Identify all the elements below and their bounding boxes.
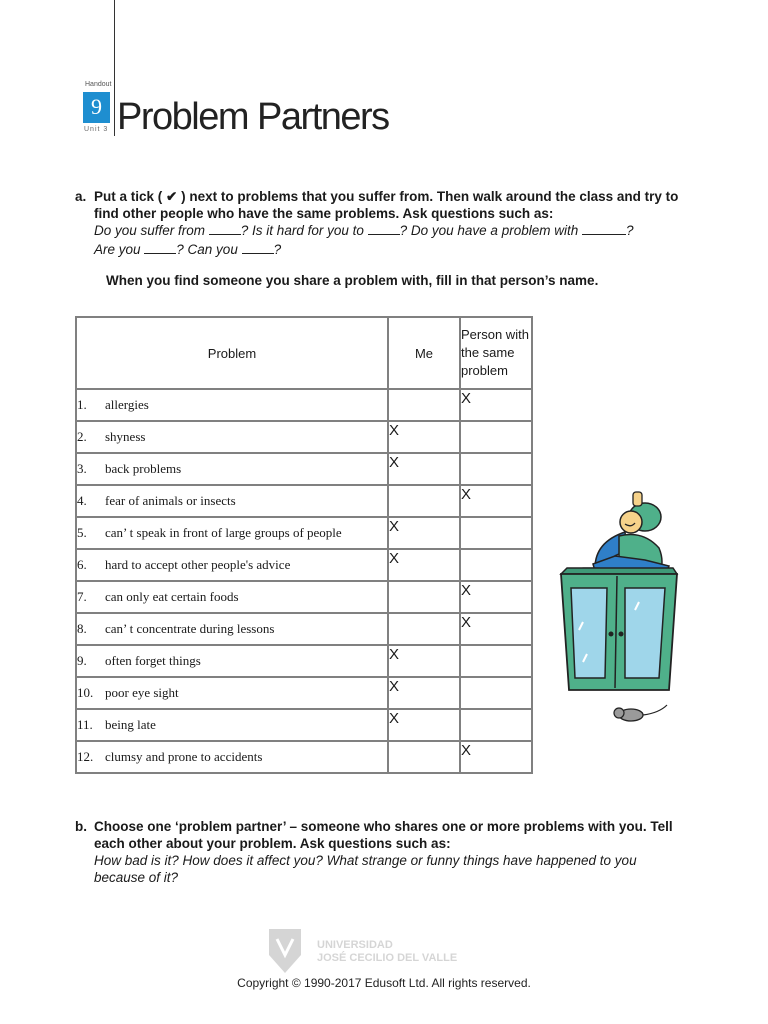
mouse-head xyxy=(614,708,624,718)
cabinet-glass-left xyxy=(571,588,607,678)
problem-number: 4. xyxy=(77,493,87,508)
me-cell[interactable]: X xyxy=(388,709,460,741)
table-row xyxy=(76,549,532,581)
table-row xyxy=(76,613,532,645)
problem-number: 10. xyxy=(77,685,94,700)
section-a-label: a. xyxy=(75,189,87,204)
problem-cell xyxy=(76,613,388,645)
problem-text: clumsy and prone to accidents xyxy=(105,749,263,764)
problem-text: back problems xyxy=(105,461,182,476)
problem-cell xyxy=(76,741,388,773)
problem-cell xyxy=(76,549,388,581)
problem-text: can’ t concentrate during lessons xyxy=(105,621,275,636)
problem-cell xyxy=(76,645,388,677)
answer-blank xyxy=(144,241,176,254)
problem-cell xyxy=(76,517,388,549)
me-cell[interactable] xyxy=(388,741,460,773)
table-row xyxy=(76,677,532,709)
table-row xyxy=(76,485,532,517)
problem-cell xyxy=(76,581,388,613)
problem-text: often forget things xyxy=(105,653,201,668)
problem-cell xyxy=(76,453,388,485)
answer-blank xyxy=(242,241,274,254)
problem-number: 7. xyxy=(77,589,87,604)
problem-number: 11. xyxy=(77,717,93,732)
section-a-instruction: Put a tick ( ✔ ) next to problems that you suffer from. Then walk around the class and try to find other people who have the same problems. Ask questions such as: xyxy=(94,189,679,221)
problem-text: fear of animals or insects xyxy=(105,493,236,508)
table-row xyxy=(76,389,532,421)
problem-number: 8. xyxy=(77,621,87,636)
problem-number: 9. xyxy=(77,653,87,668)
table-row xyxy=(76,517,532,549)
cabinet-glass-right xyxy=(625,588,665,678)
me-cell[interactable] xyxy=(388,389,460,421)
problem-number: 12. xyxy=(77,749,94,764)
handout-number-badge: 9 xyxy=(83,92,110,123)
person-cell[interactable] xyxy=(460,645,532,677)
me-cell[interactable] xyxy=(388,485,460,517)
table-row xyxy=(76,709,532,741)
header-person: Person with the same problem xyxy=(460,317,532,389)
me-cell[interactable]: X xyxy=(388,677,460,709)
problem-number: 1. xyxy=(77,397,87,412)
problem-number: 2. xyxy=(77,429,87,444)
problem-cell xyxy=(76,485,388,517)
university-watermark xyxy=(265,925,510,983)
problem-number: 6. xyxy=(77,557,87,572)
section-b-questions: How bad is it? How does it affect you? What strange or funny things have happened to you because of it? xyxy=(94,853,637,885)
university-logo xyxy=(265,925,305,975)
problem-cell xyxy=(76,389,388,421)
section-b-label: b. xyxy=(75,819,87,834)
unit-label: Unit 3 xyxy=(84,126,109,133)
face-shape xyxy=(620,511,642,533)
me-cell[interactable]: X xyxy=(388,453,460,485)
answer-blank xyxy=(209,222,241,235)
problem-cell xyxy=(76,677,388,709)
problem-text: poor eye sight xyxy=(105,685,179,700)
page-title: Problem Partners xyxy=(117,96,389,138)
person-cell[interactable] xyxy=(460,549,532,581)
table-row xyxy=(76,421,532,453)
me-cell[interactable]: X xyxy=(388,549,460,581)
table-row xyxy=(76,741,532,773)
me-cell[interactable] xyxy=(388,581,460,613)
me-cell[interactable] xyxy=(388,613,460,645)
section-b xyxy=(75,818,685,886)
header-problem: Problem xyxy=(76,317,388,389)
me-cell[interactable]: X xyxy=(388,645,460,677)
table-row xyxy=(76,453,532,485)
problem-number: 3. xyxy=(77,461,87,476)
table-header-row xyxy=(76,317,532,389)
person-cell[interactable] xyxy=(460,453,532,485)
person-cell[interactable] xyxy=(460,677,532,709)
person-cell[interactable]: X xyxy=(460,613,532,645)
mouse-tail xyxy=(643,705,667,715)
problem-cell xyxy=(76,421,388,453)
problem-number: 5. xyxy=(77,525,87,540)
header-me: Me xyxy=(388,317,460,389)
problem-text: being late xyxy=(105,717,156,732)
section-a-questions-line1: Do you suffer from ? Is it hard for you to ? Do you have a problem with ? xyxy=(94,223,634,238)
header-divider-line xyxy=(114,0,115,136)
person-cell[interactable]: X xyxy=(460,485,532,517)
section-a xyxy=(75,188,685,258)
watermark-text: UNIVERSIDAD JOSÉ CECILIO DEL VALLE xyxy=(317,939,458,964)
person-cell[interactable] xyxy=(460,517,532,549)
answer-blank xyxy=(582,222,626,235)
table-row xyxy=(76,645,532,677)
person-cell[interactable] xyxy=(460,421,532,453)
person-cell[interactable]: X xyxy=(460,389,532,421)
raised-hand xyxy=(633,492,642,506)
section-a-questions-line2: Are you ? Can you ? xyxy=(94,242,282,257)
me-cell[interactable]: X xyxy=(388,421,460,453)
copyright-footer: Copyright © 1990-2017 Edusoft Ltd. All rights reserved. xyxy=(237,976,531,990)
fill-instruction: When you find someone you share a problem with, fill in that person’s name. xyxy=(106,273,599,288)
table-row xyxy=(76,581,532,613)
problem-text: can’ t speak in front of large groups of people xyxy=(105,525,342,540)
section-b-instruction: Choose one ‘problem partner’ – someone who shares one or more problems with you. Tell each other about your problem. Ask questions such as: xyxy=(94,819,673,851)
person-cell[interactable]: X xyxy=(460,741,532,773)
problem-text: allergies xyxy=(105,397,149,412)
problem-text: hard to accept other people's advice xyxy=(105,557,291,572)
me-cell[interactable]: X xyxy=(388,517,460,549)
problem-text: shyness xyxy=(105,429,146,444)
problem-cell xyxy=(76,709,388,741)
answer-blank xyxy=(368,222,400,235)
problems-table xyxy=(75,316,533,774)
person-cell[interactable] xyxy=(460,709,532,741)
handout-label: Handout xyxy=(85,81,112,88)
cabinet-top xyxy=(561,568,677,574)
cartoon-illustration xyxy=(553,480,683,745)
person-cell[interactable]: X xyxy=(460,581,532,613)
problem-text: can only eat certain foods xyxy=(105,589,239,604)
